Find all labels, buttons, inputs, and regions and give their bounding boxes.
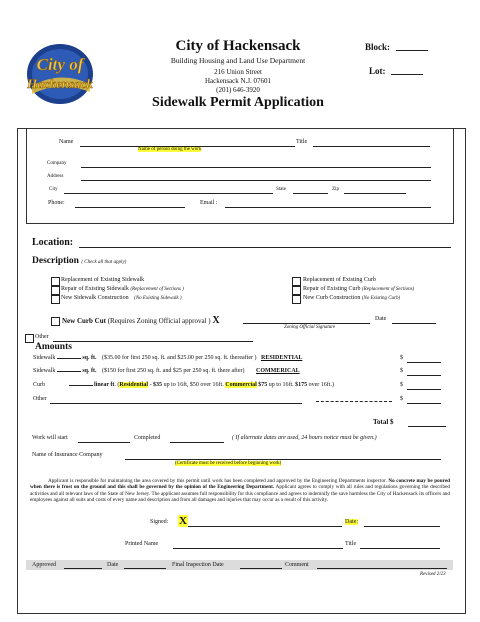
option-note: (Replacement of Sections) bbox=[362, 287, 415, 292]
total-field[interactable] bbox=[408, 426, 446, 427]
address-field[interactable] bbox=[81, 180, 431, 181]
curb-commercial-rate: $75 bbox=[256, 382, 268, 388]
amount-item: Curb bbox=[33, 382, 45, 388]
approved-label: Approved bbox=[32, 562, 56, 568]
signature-date-label: Date: bbox=[345, 519, 358, 525]
option-replace-sidewalk bbox=[61, 277, 144, 283]
description-heading bbox=[32, 256, 126, 266]
amount-row-curb bbox=[33, 382, 334, 388]
checkbox-replace-sidewalk[interactable] bbox=[51, 277, 60, 286]
amount-unit: linear ft bbox=[94, 382, 115, 388]
amount-item: Sidewalk bbox=[33, 368, 56, 374]
option-note: (Replacement of Sections ) bbox=[130, 287, 184, 292]
work-start-field[interactable] bbox=[78, 442, 130, 443]
printed-name-field[interactable] bbox=[173, 548, 343, 549]
legal-text-2: Applicant agrees to comply with all rules and regulations governing the described activities and all relevant laws of the State of New Jersey. The applicant assumes full responsibility for this compliance and agrees to indemnify the save harmless the City of Hackensack its officers and employees against all suits and costs of every name and description and from all damages and injuries that may occur as a result of this activity. bbox=[30, 484, 450, 504]
amount-other-field[interactable] bbox=[50, 403, 302, 404]
curb-commercial-rest-2: over 16ft.) bbox=[307, 382, 334, 388]
block-label: Block: bbox=[365, 42, 391, 52]
legal-paragraph bbox=[30, 478, 450, 504]
checkbox-other[interactable] bbox=[25, 334, 34, 343]
signature-date-field[interactable] bbox=[364, 526, 440, 527]
email-field[interactable] bbox=[225, 207, 431, 208]
address-label: Address bbox=[47, 174, 64, 179]
checkbox-repair-curb[interactable] bbox=[292, 286, 301, 295]
curb-commercial-rate-2: $175 bbox=[295, 382, 308, 388]
option-repair-sidewalk bbox=[61, 286, 184, 292]
comment-label: Comment bbox=[285, 562, 309, 568]
option-replace-curb bbox=[303, 277, 376, 283]
revision-note: Revised 2/23 bbox=[420, 572, 446, 577]
name-hint: Name of person doing the work bbox=[138, 147, 202, 152]
completed-label: Completed bbox=[134, 435, 161, 441]
amount-field-1[interactable] bbox=[407, 362, 441, 363]
email-label: Email : bbox=[200, 200, 218, 206]
department-name: Building Housing and Land Use Department bbox=[170, 56, 306, 65]
curb-residential-label: Residential bbox=[119, 382, 149, 388]
svg-text:Hackensack: Hackensack bbox=[27, 76, 93, 91]
insurance-label: Name of Insurance Company bbox=[32, 452, 103, 458]
option-label: Repair of Existing Sidewalk bbox=[61, 286, 129, 292]
amount-item: Sidewalk bbox=[33, 355, 56, 361]
final-inspection-field[interactable] bbox=[240, 568, 282, 569]
amount-qty-field[interactable] bbox=[57, 371, 81, 372]
company-field[interactable] bbox=[81, 167, 431, 168]
option-label: Replacement of Existing Sidewalk bbox=[61, 277, 145, 283]
city-logo bbox=[20, 40, 100, 108]
checkbox-repair-sidewalk[interactable] bbox=[51, 286, 60, 295]
checkbox-replace-curb[interactable] bbox=[292, 277, 301, 286]
option-label: New Curb Construction bbox=[303, 295, 361, 301]
amount-dollar: $ bbox=[400, 368, 403, 374]
amount-row-sidewalk-residential bbox=[33, 355, 302, 361]
title-label: Title bbox=[296, 139, 308, 145]
amount-unit: sq. ft. bbox=[82, 355, 97, 361]
option-label: New Sidewalk Construction bbox=[61, 295, 129, 301]
amount-field-3[interactable] bbox=[407, 389, 441, 390]
option-label: Replacement of Existing Curb bbox=[303, 277, 376, 283]
zip-label: Zip bbox=[332, 187, 339, 192]
address-line-1: 216 Union Street bbox=[214, 68, 262, 76]
svg-text:City of: City of bbox=[36, 55, 84, 74]
phone-label: Phone: bbox=[48, 200, 65, 206]
alternate-dates-note: ( If alternate dates are used, 24 hours notice must be given.) bbox=[232, 435, 377, 441]
curb-residential-rate: - $35 bbox=[148, 382, 163, 388]
option-label: Repair of Existing Curb bbox=[303, 286, 361, 292]
curb-cut-date-label: Date bbox=[375, 316, 387, 322]
title-field[interactable] bbox=[313, 146, 430, 147]
form-title: Sidewalk Permit Application bbox=[152, 95, 324, 110]
signed-label: Signed: bbox=[150, 519, 169, 525]
description-label: Description bbox=[32, 256, 79, 266]
curb-rate-open: . ( bbox=[114, 382, 120, 388]
total-label: Total $ bbox=[373, 418, 394, 426]
amount-rate: ($35.00 for first 250 sq. ft. and $25.00 per 250 sq. ft. thereafter ) bbox=[102, 355, 257, 361]
curb-residential-rest: up to 16ft, $50 over 16ft. bbox=[162, 382, 226, 388]
amount-type: RESIDENTIAL bbox=[260, 355, 303, 361]
zip-field[interactable] bbox=[344, 193, 406, 194]
approved-field[interactable] bbox=[64, 568, 102, 569]
amount-qty-field[interactable] bbox=[69, 385, 93, 386]
checkbox-new-curb[interactable] bbox=[292, 295, 301, 304]
curb-cut-note: (Requires Zoning Official approval ) bbox=[107, 317, 211, 325]
phone-field[interactable] bbox=[75, 207, 185, 208]
zoning-signature-field[interactable] bbox=[243, 323, 370, 324]
insurance-field[interactable] bbox=[125, 459, 441, 460]
printed-title-label: Title bbox=[345, 541, 357, 547]
completed-field[interactable] bbox=[170, 442, 224, 443]
amount-row-sidewalk-commercial bbox=[33, 368, 300, 374]
location-field[interactable] bbox=[79, 247, 451, 248]
other-label: Other bbox=[35, 334, 49, 340]
company-label: Company bbox=[47, 161, 67, 166]
contact-box bbox=[26, 128, 454, 224]
signature-x-icon: X bbox=[179, 515, 187, 527]
city-field[interactable] bbox=[64, 193, 273, 194]
lot-field[interactable] bbox=[391, 74, 423, 75]
work-start-label: Work will start bbox=[32, 435, 68, 441]
final-inspection-label: Final Inspection Date bbox=[172, 562, 224, 568]
amount-dollar: $ bbox=[400, 355, 403, 361]
printed-title-field[interactable] bbox=[360, 548, 440, 549]
amount-dollar: $ bbox=[400, 396, 403, 402]
amount-field-4[interactable] bbox=[407, 403, 441, 404]
amount-type: COMMERICAL bbox=[255, 368, 300, 374]
amount-unit: sq. ft. bbox=[82, 368, 97, 374]
option-new-curb bbox=[303, 295, 400, 301]
phone-number: (201) 646-3920 bbox=[216, 86, 260, 94]
amount-field-2[interactable] bbox=[407, 375, 441, 376]
footer-date-label: Date bbox=[107, 562, 119, 568]
signature-field[interactable] bbox=[188, 526, 342, 527]
insurance-hint: (Certificate must be received before beginning work) bbox=[175, 461, 282, 466]
location-label: Location: bbox=[32, 237, 74, 248]
curb-cut-label: New Curb Cut bbox=[62, 317, 106, 325]
name-label: Name bbox=[59, 139, 74, 145]
legal-text-1: Applicant is responsible for maintaining the area covered by this permit until work has been completed and approved by the Engineering Departments inspector. bbox=[48, 478, 387, 484]
checkbox-new-sidewalk[interactable] bbox=[51, 295, 60, 304]
state-field[interactable] bbox=[293, 193, 328, 194]
option-repair-curb bbox=[303, 286, 414, 292]
amount-rate: ($150 for first 250 sq. ft. and $25 per 250 sq. ft. there after) bbox=[102, 368, 245, 374]
city-name: City of Hackensack bbox=[175, 38, 301, 54]
amounts-label: Amounts bbox=[35, 342, 72, 352]
checkbox-curb-cut[interactable] bbox=[51, 317, 60, 326]
amount-other-label: Other bbox=[33, 396, 47, 402]
description-hint: ( Check all that apply) bbox=[81, 260, 127, 265]
amount-dollar: $ bbox=[400, 382, 403, 388]
city-label: City bbox=[49, 187, 58, 192]
option-note: (No Existing Sidewalk ) bbox=[134, 296, 182, 301]
lot-label: Lot: bbox=[369, 66, 386, 76]
curb-commercial-rest: up to 16ft. bbox=[267, 382, 296, 388]
footer-date-field[interactable] bbox=[124, 568, 166, 569]
state-label: State bbox=[276, 187, 286, 192]
curb-cut-date-field[interactable] bbox=[392, 323, 436, 324]
block-field[interactable] bbox=[396, 50, 428, 51]
option-note: (No Existing Curb) bbox=[361, 296, 401, 301]
curb-cut-row bbox=[62, 315, 220, 326]
curb-commercial-label: Commercial bbox=[225, 382, 257, 388]
other-description-field[interactable] bbox=[53, 341, 253, 342]
amount-qty-field[interactable] bbox=[57, 358, 81, 359]
address-line-2: Hackensack N.J. 07601 bbox=[204, 77, 272, 85]
zoning-signature-caption: Zoning Official Signature bbox=[284, 325, 336, 330]
amount-other-dashes bbox=[316, 401, 392, 402]
option-new-sidewalk bbox=[61, 295, 182, 301]
printed-name-label: Printed Name bbox=[125, 541, 159, 547]
x-mark-icon: X bbox=[212, 315, 220, 326]
comment-field[interactable] bbox=[317, 568, 447, 569]
legal-text-bold: No concrete may be poured when there is frost on the ground and this shall be governed by the opinion of the Engineering Department. bbox=[30, 478, 451, 491]
